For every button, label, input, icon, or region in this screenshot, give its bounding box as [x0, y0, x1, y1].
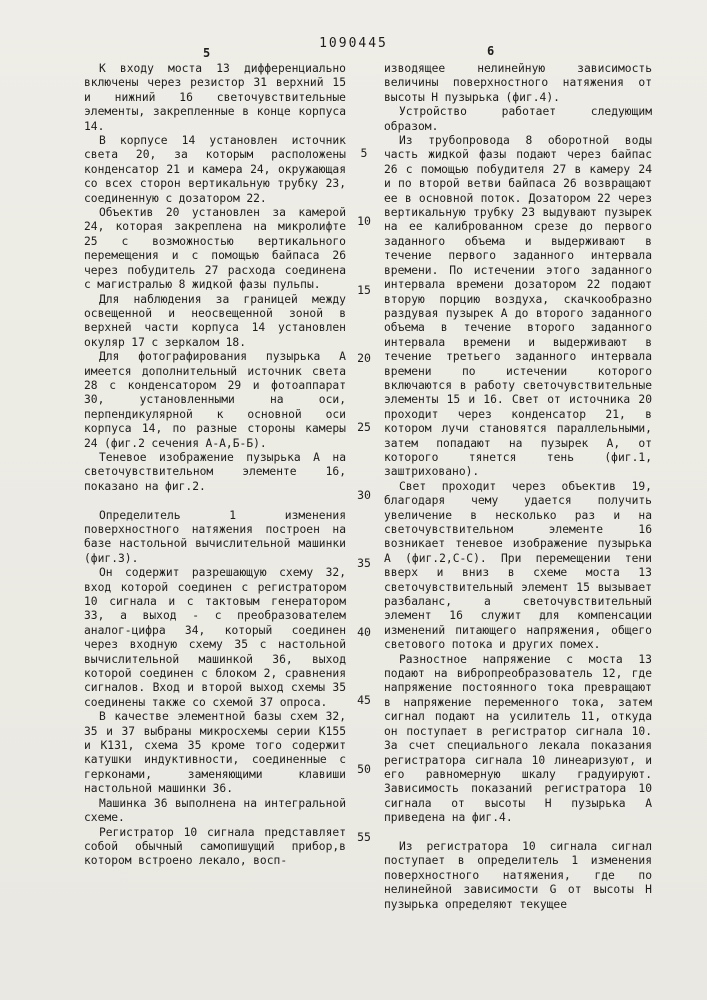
text-column-right [384, 62, 652, 912]
paragraph [384, 826, 652, 840]
line-number: 5 [360, 146, 368, 160]
line-number-gutter [346, 146, 382, 844]
patent-number: 1090445 [319, 36, 388, 51]
paragraph: Регистратор 10 сигнала представляет собой обычный самопишущий прибор,в котором встроено лекало, восп- [84, 825, 346, 868]
paragraph: Разностное напряжение с моста 13 подают на вибропреобразователь 12, где напряжение постоянного тока превращают в напряжение переменного тока, затем сигнал подают на усилитель 11, откуда он поступает в регистратор сигнала 10. За счет специального лекала показания регистратора сигнала 10 линеаризуют, и его равномерную шкалу градуируют. Зависимость показаний регистратора 10 сигнала от высоты Н пузырька А приведена на фиг.4. [384, 652, 652, 825]
line-number: 25 [357, 419, 371, 434]
paragraph: Из регистратора 10 сигнала сигнал поступает в определитель 1 изменения поверхностного натяжения, где по нелинейной зависимости G от высоты Н пузырька определяют текущее [384, 839, 652, 911]
paragraph: Определитель 1 изменения поверхностного натяжения построен на базе настольной вычислительной машинки (фиг.3). [84, 508, 346, 565]
paragraph: Он содержит разрешающую схему 32, вход которой соединен с регистратором 10 сигнала и с тактовым генератором 33, а выход - с преобразователем аналог-цифра 34, который соединен через входную схему 35 с настольной вычислительной машинкой 36, выход которой соединен с блоком 2, сравнения сигналов. Вход и второй выход схемы 35 соединены также со схемой 37 опроса. [84, 566, 346, 709]
paragraph: Для фотографирования пузырька А имеется дополнительный источник света 28 с конденсатором 29 и фотоаппарат 30, установленными на оси, перпендикулярной к основной оси корпуса 14, по разные стороны камеры 24 (фиг.2 сечения А-А,Б-Б). [84, 350, 346, 450]
paragraph: изводящее нелинейную зависимость величины поверхностного натяжения от высоты Н пузырька (фиг.4). [384, 62, 652, 104]
line-number: 50 [357, 761, 371, 776]
paragraph: К входу моста 13 дифференциально включены через резистор 31 верхний 15 и нижний 16 светочувствительные элементы, закрепленные в конце корпуса 14. [84, 62, 346, 133]
line-number: 30 [357, 487, 371, 502]
line-number: 35 [357, 556, 371, 571]
line-number: 45 [357, 693, 371, 708]
line-number: 20 [357, 351, 371, 366]
paragraph: В качестве элементной базы схем 32, 35 и 37 выбраны микросхемы серии К155 и К131, схема 35 кроме того содержит катушки индуктивности, соединенные с герконами, заменяющими клавиши настольной машинки 36. [84, 710, 346, 796]
paragraph: Свет проходит через объектив 19, благодаря чему удается получить увеличение в несколько раз и на светочувствительном элементе 16 возникает теневое изображение пузырька А (фиг.2,С-С). При перемещении тени вверх и вниз в схеме моста 13 светочувствительный элемент 15 вызывает разбаланс, а светочувствительный элемент 16 служит для компенсации изменений питающего напряжения, общего светового потока и других помех. [384, 479, 652, 652]
paragraph: Машинка 36 выполнена на интегральной схеме. [84, 796, 346, 825]
paragraph: Объектив 20 установлен за камерой 24, которая закреплена на микролифте 25 с возможностью вертикального перемещения и с помощью байпаса 26 через побудитель 27 расхода соединена с магистралью 8 жидкой фазы пульпы. [84, 206, 346, 292]
line-number: 15 [357, 282, 371, 297]
line-number: 10 [357, 214, 371, 229]
paragraph [84, 494, 346, 508]
line-number: 55 [357, 829, 371, 844]
paragraph: Для наблюдения за границей между освещенной и неосвещенной зоной в верхней части корпуса 14 установлен окуляр 17 с зеркалом 18. [84, 292, 346, 349]
line-number: 40 [357, 624, 371, 639]
text-column-left [84, 62, 346, 869]
column-number-left: 5 [203, 46, 211, 60]
column-number-right: 6 [487, 44, 495, 58]
paragraph: Устройство работает следующим образом. [384, 105, 652, 133]
paragraph: Из трубопровода 8 оборотной воды часть жидкой фазы подают через байпас 26 с помощью побудителя 27 в камеру 24 и по второй ветви байпаса 26 возвращают ее в основной поток. Дозатором 22 через вертикальную трубку 23 выдувают пузырек на ее калиброванном срезе до первого заданного объема и выдерживают в течение первого заданного интервала времени. По истечении этого заданного интервала времени дозатором 22 подают вторую порцию воздуха, скачкообразно раздувая пузырек А до второго заданного объема в течение второго заданного интервала времени и выдерживают в течение третьего заданного интервала времени по истечении которого включаются в работу светочувствительные элементы 15 и 16. Свет от источника 20 проходит через конденсатор 21, в котором лучи становятся параллельными, затем попадают на пузырек А, от которого тянется тень (фиг.1, заштриховано). [384, 134, 652, 479]
paragraph: В корпусе 14 установлен источник света 20, за которым расположены конденсатор 21 и камера 24, окружающая со всех сторон вертикальную трубку 23, соединенную с дозатором 22. [84, 134, 346, 205]
paragraph: Теневое изображение пузырька А на светочувствительном элементе 16, показано на фиг.2. [84, 450, 346, 493]
